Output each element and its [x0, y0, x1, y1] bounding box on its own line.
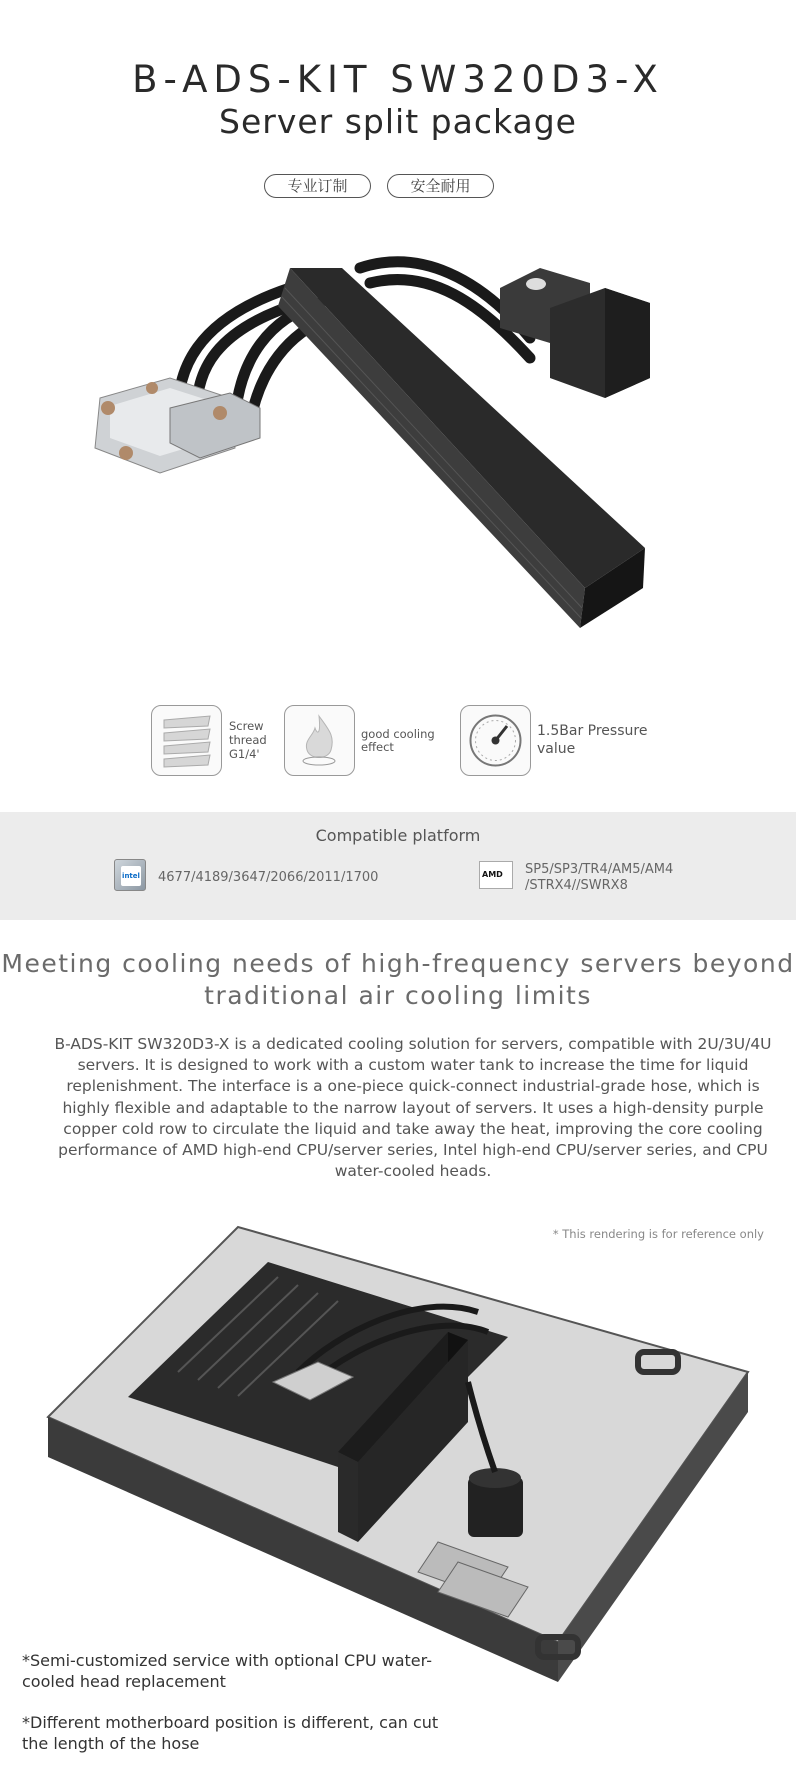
tag-customized: 专业订制	[264, 174, 371, 198]
description: B-ADS-KIT SW320D3-X is a dedicated cooling solution for servers, compatible with 2U/3U/4U servers. It is designed to work with a custom water tank to increase the time for liquid replenishment. The interface is a one-piece quick-connect industrial-grade hose, which is highly flexible and adaptable to the narrow layout of servers. It uses a high-density purple copper cold row to circulate the liquid and take away the heat, improving the core cooling performance of AMD high-end CPU/server series, Intel high-end CPU/server series, and CPU water-cooled heads.	[54, 1035, 772, 1181]
headline: Meeting cooling needs of high-frequency servers beyond traditional air cooling limits	[1, 949, 795, 1010]
screw-thread-icon	[151, 705, 222, 776]
product-title: B-ADS-KIT SW320D3-X	[132, 58, 664, 101]
note-hose-length: *Different motherboard position is different, can cut the length of the hose	[22, 1713, 439, 1753]
pump-unit	[500, 268, 650, 398]
feature-thread-text: Screw thread G1/4'	[229, 719, 267, 761]
flame-cooling-icon	[284, 705, 355, 776]
render-note: * This rendering is for reference only	[552, 1227, 764, 1241]
server-chassis-image	[38, 1222, 778, 1687]
note-semi-customized: *Semi-customized service with optional CPU water-cooled head replacement	[22, 1651, 432, 1691]
intel-logo-icon: intel	[114, 859, 146, 891]
tag-durable: 安全耐用	[387, 174, 494, 198]
amd-sockets: SP5/SP3/TR4/AM5/AM4 /STRX4//SWRX8	[525, 862, 674, 893]
intel-sockets: 4677/4189/3647/2066/2011/1700	[158, 870, 379, 885]
product-subtitle: Server split package	[219, 102, 577, 141]
feature-pressure-text: 1.5Bar Pressure value	[537, 723, 648, 757]
product-hero-image	[60, 248, 700, 658]
pressure-gauge-icon	[460, 705, 531, 776]
amd-logo-icon: AMD	[479, 861, 513, 889]
compatible-platform-section	[0, 812, 796, 920]
feature-cooling-text: good cooling effect	[361, 727, 435, 754]
platform-title: Compatible platform	[315, 826, 481, 845]
